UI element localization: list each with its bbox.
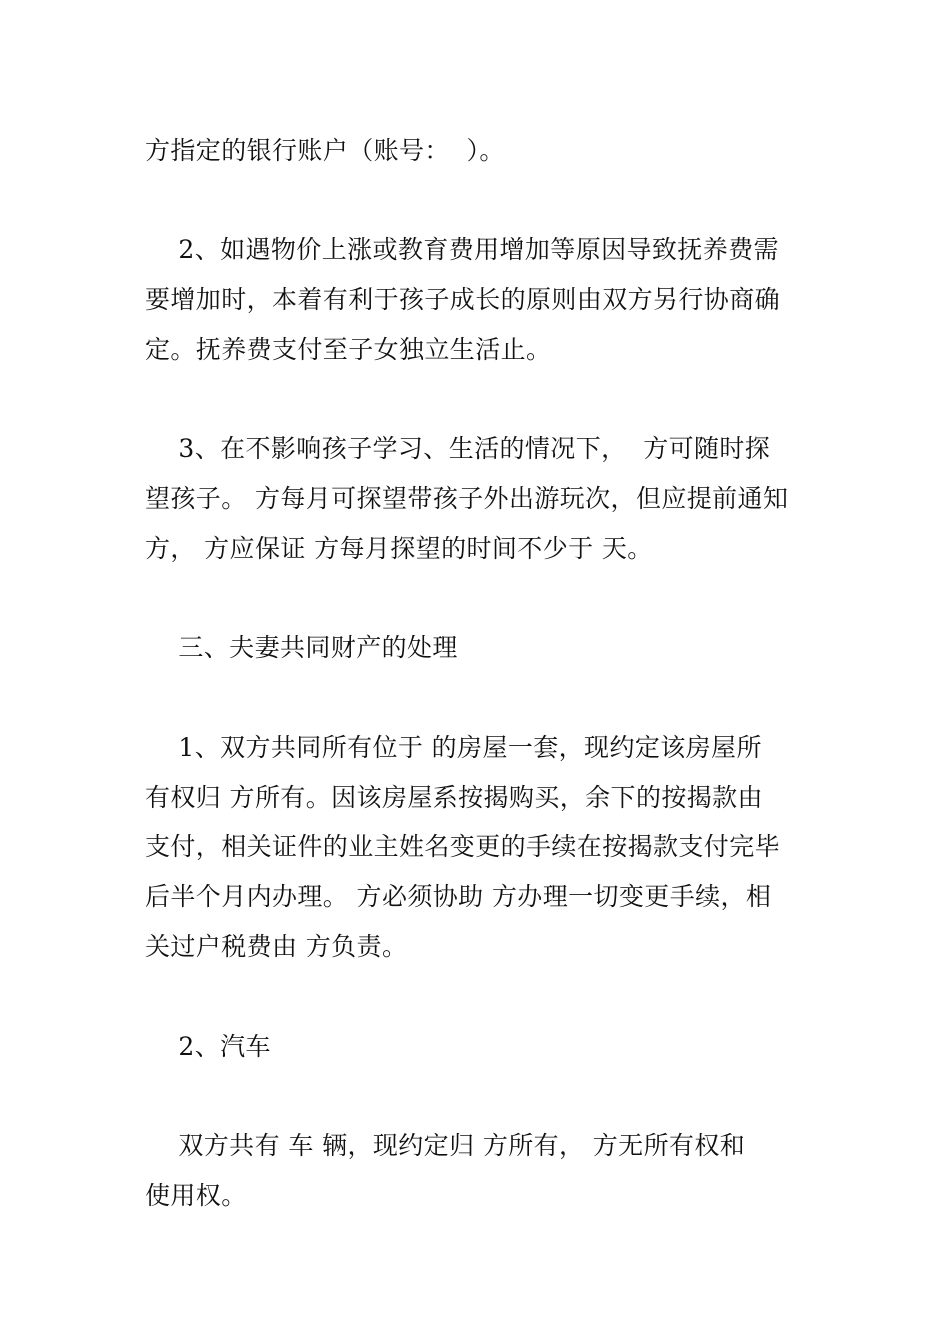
paragraph-line: 有权归 方所有。因该房屋系按揭购买，余下的按揭款由: [145, 783, 763, 812]
paragraph-line: 3、在不影响孩子学习、生活的情况下， 方可随时探: [145, 434, 771, 463]
paragraph-line: 关过户税费由 方负责。: [145, 932, 408, 961]
paragraph-line: 1、双方共同所有位于 的房屋一套，现约定该房屋所: [145, 733, 762, 762]
paragraph-line: 定。抚养费支付至子女独立生活止。: [145, 335, 552, 364]
paragraph-line: 2、如遇物价上涨或教育费用增加等原因导致抚养费需: [145, 235, 779, 264]
paragraph-line: 方指定的银行账户（账号： ）。: [145, 136, 505, 165]
paragraph-line: 双方共有 车 辆，现约定归 方所有， 方无所有权和: [145, 1131, 746, 1160]
paragraph-line: 方， 方应保证 方每月探望的时间不少于 天。: [145, 534, 653, 563]
subsection-heading: 2、汽车: [145, 1032, 271, 1061]
paragraph-line: 后半个月内办理。 方必须协助 方办理一切变更手续，相: [145, 882, 772, 911]
paragraph-line: 支付，相关证件的业主姓名变更的手续在按揭款支付完毕: [145, 832, 781, 861]
paragraph-line: 要增加时，本着有利于孩子成长的原则由双方另行协商确: [145, 285, 781, 314]
paragraph-line: 使用权。: [145, 1181, 247, 1210]
paragraph-line: 望孩子。 方每月可探望带孩子外出游玩次，但应提前通知: [145, 484, 789, 513]
section-heading: 三、夫妻共同财产的处理: [145, 633, 458, 662]
